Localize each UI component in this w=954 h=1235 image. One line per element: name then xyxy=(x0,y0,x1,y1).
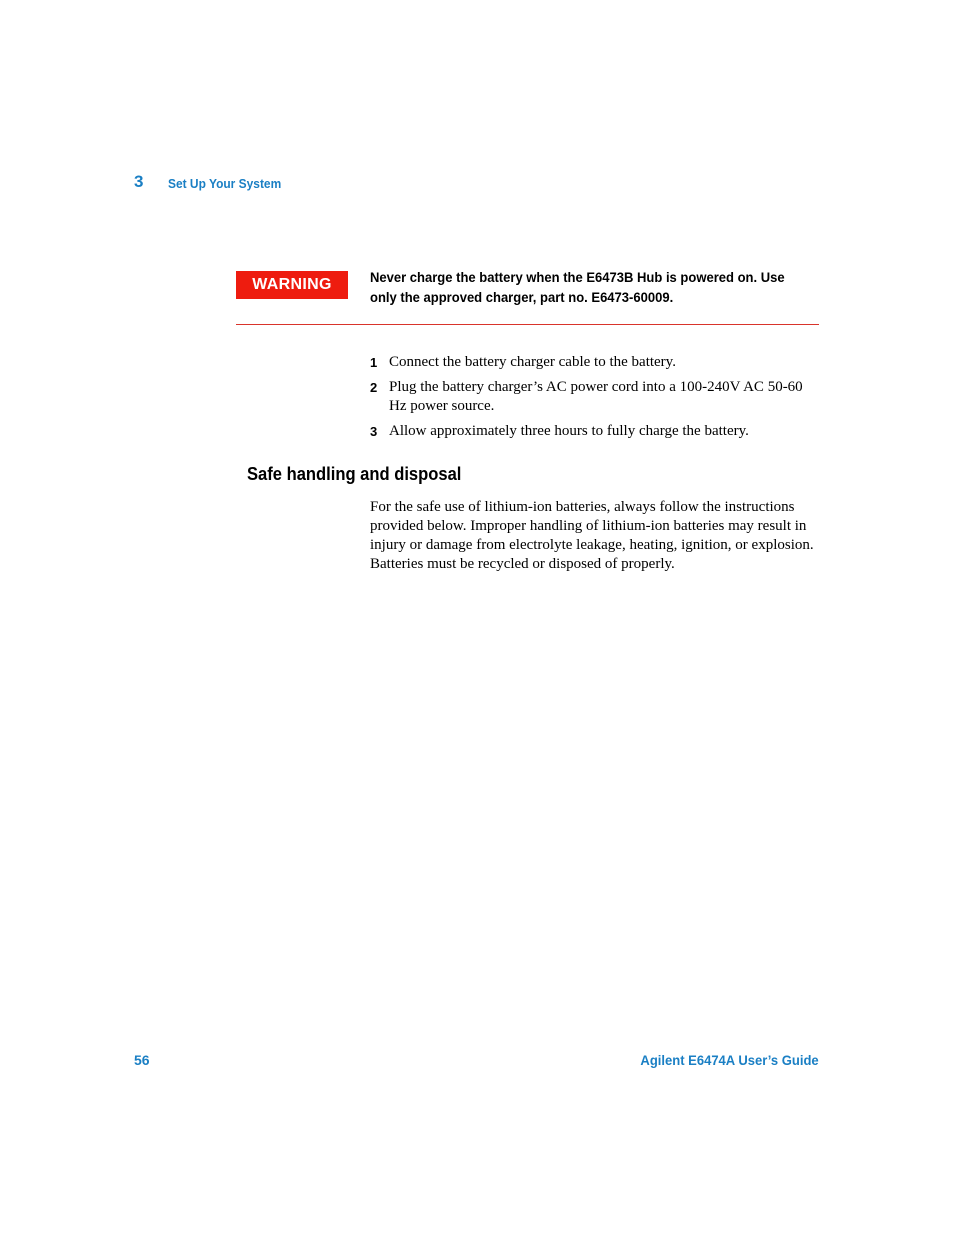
chapter-title: Set Up Your System xyxy=(168,176,282,191)
section-heading: Safe handling and disposal xyxy=(247,464,462,484)
step-number: 3 xyxy=(370,424,378,439)
step-item xyxy=(370,353,820,372)
step-item xyxy=(370,378,820,416)
warning-text: Never charge the battery when the E6473B Hub is powered on. Use only the approved charger, part no. E6473-60009. xyxy=(370,269,785,305)
footer-guide-title: Agilent E6474A User’s Guide xyxy=(640,1052,819,1068)
warning-divider xyxy=(236,324,819,325)
footer-page-number: 56 xyxy=(134,1052,150,1068)
step-text: Allow approximately three hours to fully charge the battery. xyxy=(389,423,749,439)
warning-badge: WARNING xyxy=(236,271,348,299)
section-body: For the safe use of lithium-ion batteries, always follow the instructions provided below. Improper handling of lithium-ion batteries may result in injury or damage from electrolyte leakage, heating, ignition, or explosion. Batteries must be recycled or disposed of properly. xyxy=(370,499,814,572)
step-text: Connect the battery charger cable to the battery. xyxy=(389,354,676,370)
charging-steps xyxy=(370,353,820,447)
step-text: Plug the battery charger’s AC power cord into a 100-240V AC 50-60 Hz power source. xyxy=(389,379,803,414)
step-number: 2 xyxy=(370,380,378,395)
step-number: 1 xyxy=(370,355,378,370)
chapter-number: 3 xyxy=(134,172,144,191)
step-item xyxy=(370,422,820,441)
